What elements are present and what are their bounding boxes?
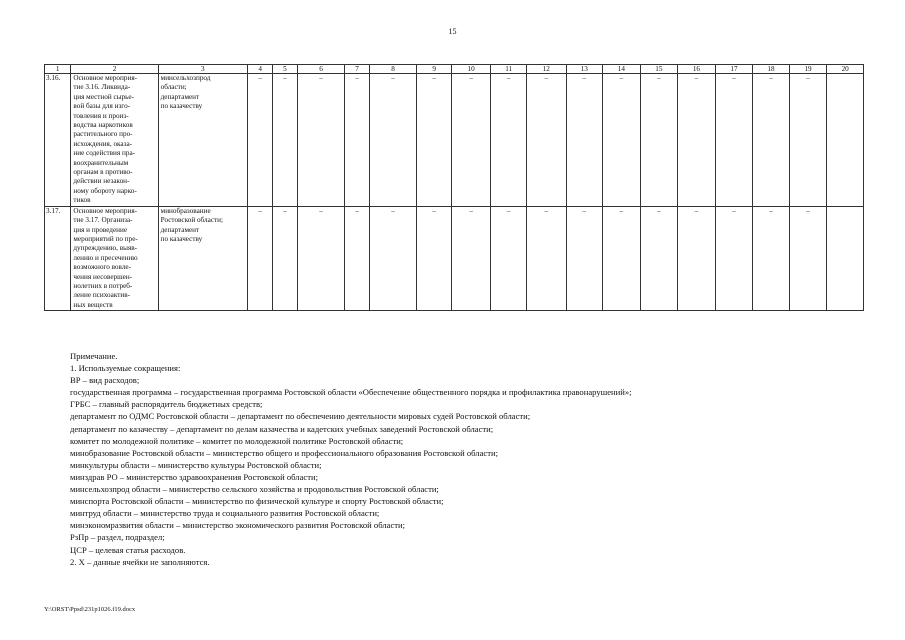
- value-cell: –: [603, 206, 641, 310]
- event-line: ление психоактив-: [73, 291, 130, 300]
- value-cell: –: [526, 74, 566, 207]
- event-line: вой базы для изго-: [73, 102, 131, 111]
- value-cell: –: [369, 206, 417, 310]
- event-line: тие 3.17. Организа-: [73, 216, 133, 225]
- value-cell: [827, 206, 864, 310]
- value-cell: –: [640, 74, 678, 207]
- column-header-9: 9: [417, 65, 452, 74]
- note-line: ЦСР – целевая статья расходов.: [70, 544, 186, 555]
- value-cell: [827, 74, 864, 207]
- executor-line: минсельхозпрод: [160, 74, 211, 82]
- note-line: департамент по казачеству – департамент по делам казачества и кадетских учебных заведений Ростовской области;: [70, 423, 494, 434]
- value-cell: –: [247, 206, 272, 310]
- event-line: лению и пресечению: [73, 253, 138, 262]
- event-line: Основное мероприя-: [73, 206, 138, 215]
- event-line: действии незакон-: [73, 177, 130, 186]
- value-cell: –: [715, 206, 753, 310]
- column-header-20: 20: [827, 65, 864, 74]
- value-cell: –: [753, 74, 790, 207]
- notes-section: [70, 350, 860, 568]
- event-line: ных веществ: [73, 300, 113, 309]
- value-cell: –: [273, 206, 297, 310]
- note-line: минздрав РО – министерство здравоохранения Ростовской области;: [70, 471, 318, 482]
- table-body: [45, 74, 864, 311]
- note-line: 2. Х – данные ячейки не заполняются.: [70, 556, 210, 567]
- column-header-15: 15: [640, 65, 678, 74]
- page-number: 15: [448, 27, 457, 36]
- table-header-row: [45, 65, 864, 74]
- value-cell: –: [526, 206, 566, 310]
- column-header-17: 17: [715, 65, 753, 74]
- value-cell: –: [603, 74, 641, 207]
- value-cell: –: [297, 206, 345, 310]
- executor-line: департамент: [160, 92, 200, 101]
- note-line: ГРБС – главный распорядитель бюджетных средств;: [70, 399, 263, 410]
- note-line: минобразование Ростовской области – министерство общего и профессионального образования Ростовской области;: [70, 447, 498, 458]
- row-number: 3.17.: [45, 206, 71, 310]
- value-cell: –: [566, 74, 603, 207]
- event-description: [71, 206, 158, 310]
- event-line: ному обороту нарко-: [73, 186, 137, 195]
- note-line: государственная программа – государственная программа Ростовской области «Обеспечение общественного порядка и профилактика правонарушений»;: [70, 387, 632, 398]
- event-line: чения несовершен-: [73, 272, 133, 281]
- note-line: минкультуры области – министерство культуры Ростовской области;: [70, 459, 322, 470]
- column-header-5: 5: [273, 65, 297, 74]
- note-line: минспорта Ростовской области – министерство по физической культуре и спорту Ростовской области;: [70, 496, 444, 507]
- value-cell: –: [417, 74, 452, 207]
- column-header-8: 8: [369, 65, 417, 74]
- executor: [158, 206, 247, 310]
- column-header-7: 7: [345, 65, 369, 74]
- note-line: минсельхозпрод области – министерство сельского хозяйства и продовольствия Ростовской области;: [70, 484, 439, 495]
- column-header-16: 16: [678, 65, 716, 74]
- value-cell: –: [369, 74, 417, 207]
- event-line: возможного вовле-: [73, 263, 131, 272]
- column-header-11: 11: [491, 65, 527, 74]
- executor-line: области;: [160, 83, 187, 92]
- value-cell: –: [491, 206, 527, 310]
- value-cell: –: [566, 206, 603, 310]
- column-header-1: 1: [45, 65, 71, 74]
- event-line: исхождения, оказа-: [73, 139, 133, 148]
- event-line: товления и произ-: [73, 111, 129, 120]
- column-header-6: 6: [297, 65, 345, 74]
- column-header-3: 3: [158, 65, 247, 74]
- event-line: мероприятий по пре-: [73, 234, 138, 243]
- event-line: нолетних в потреб-: [73, 281, 133, 290]
- note-line: ВР – вид расходов;: [70, 375, 140, 386]
- program-table: [44, 64, 864, 311]
- event-line: растительного про-: [73, 130, 133, 139]
- table-row: [45, 206, 864, 310]
- note-line: РзПр – раздел, подраздел;: [70, 532, 165, 543]
- executor-line: минобразование: [160, 206, 211, 215]
- note-line: минэкономразвития области – министерство экономического развития Ростовской области;: [70, 520, 406, 531]
- value-cell: –: [273, 74, 297, 207]
- column-header-2: 2: [71, 65, 158, 74]
- value-cell: –: [678, 206, 716, 310]
- value-cell: –: [451, 74, 491, 207]
- value-cell: –: [640, 206, 678, 310]
- column-header-4: 4: [247, 65, 272, 74]
- note-line: Примечание.: [70, 351, 118, 361]
- column-header-10: 10: [451, 65, 491, 74]
- value-cell: –: [345, 74, 369, 207]
- executor-line: Ростовской области;: [160, 216, 223, 225]
- executor-line: по казачеству: [160, 102, 203, 111]
- column-header-13: 13: [566, 65, 603, 74]
- value-cell: –: [345, 206, 369, 310]
- note-line: 1. Используемые сокращения:: [70, 363, 181, 374]
- value-cell: –: [417, 206, 452, 310]
- event-line: тие 3.16. Ликвида-: [73, 83, 131, 92]
- event-line: органам в противо-: [73, 168, 133, 177]
- value-cell: –: [247, 74, 272, 207]
- executor: [158, 74, 247, 207]
- value-cell: –: [491, 74, 527, 207]
- event-line: ция и проведение: [73, 225, 128, 234]
- event-line: Основное мероприя-: [73, 74, 138, 82]
- value-cell: –: [715, 74, 753, 207]
- event-line: тиков: [73, 196, 91, 205]
- event-line: воохранительным: [73, 158, 129, 167]
- executor-line: по казачеству: [160, 234, 203, 243]
- event-line: водства наркотиков: [73, 121, 133, 130]
- column-header-18: 18: [753, 65, 790, 74]
- file-path-footer: Y:\ORST\Ppsd\231p1026.f19.docx: [44, 606, 136, 613]
- value-cell: –: [789, 206, 827, 310]
- executor-line: департамент: [160, 225, 200, 234]
- event-line: дупреждению, выяв-: [73, 244, 138, 253]
- note-line: минтруд области – министерство труда и социального развития Ростовской области;: [70, 508, 380, 519]
- note-line: департамент по ОДМС Ростовской области – департамент по обеспечению деятельности мировых судей Ростовской области;: [70, 411, 531, 422]
- value-cell: –: [451, 206, 491, 310]
- value-cell: –: [678, 74, 716, 207]
- value-cell: –: [753, 206, 790, 310]
- event-line: ция местной сырье-: [73, 92, 134, 101]
- event-description: [71, 74, 158, 207]
- value-cell: –: [297, 74, 345, 207]
- table-row: [45, 74, 864, 207]
- row-number: 3.16.: [45, 74, 71, 207]
- event-line: ние содействия пра-: [73, 149, 136, 158]
- column-header-12: 12: [526, 65, 566, 74]
- value-cell: –: [789, 74, 827, 207]
- column-header-14: 14: [603, 65, 641, 74]
- note-line: комитет по молодежной политике – комитет по молодежной политике Ростовской области;: [70, 435, 404, 446]
- column-header-19: 19: [789, 65, 827, 74]
